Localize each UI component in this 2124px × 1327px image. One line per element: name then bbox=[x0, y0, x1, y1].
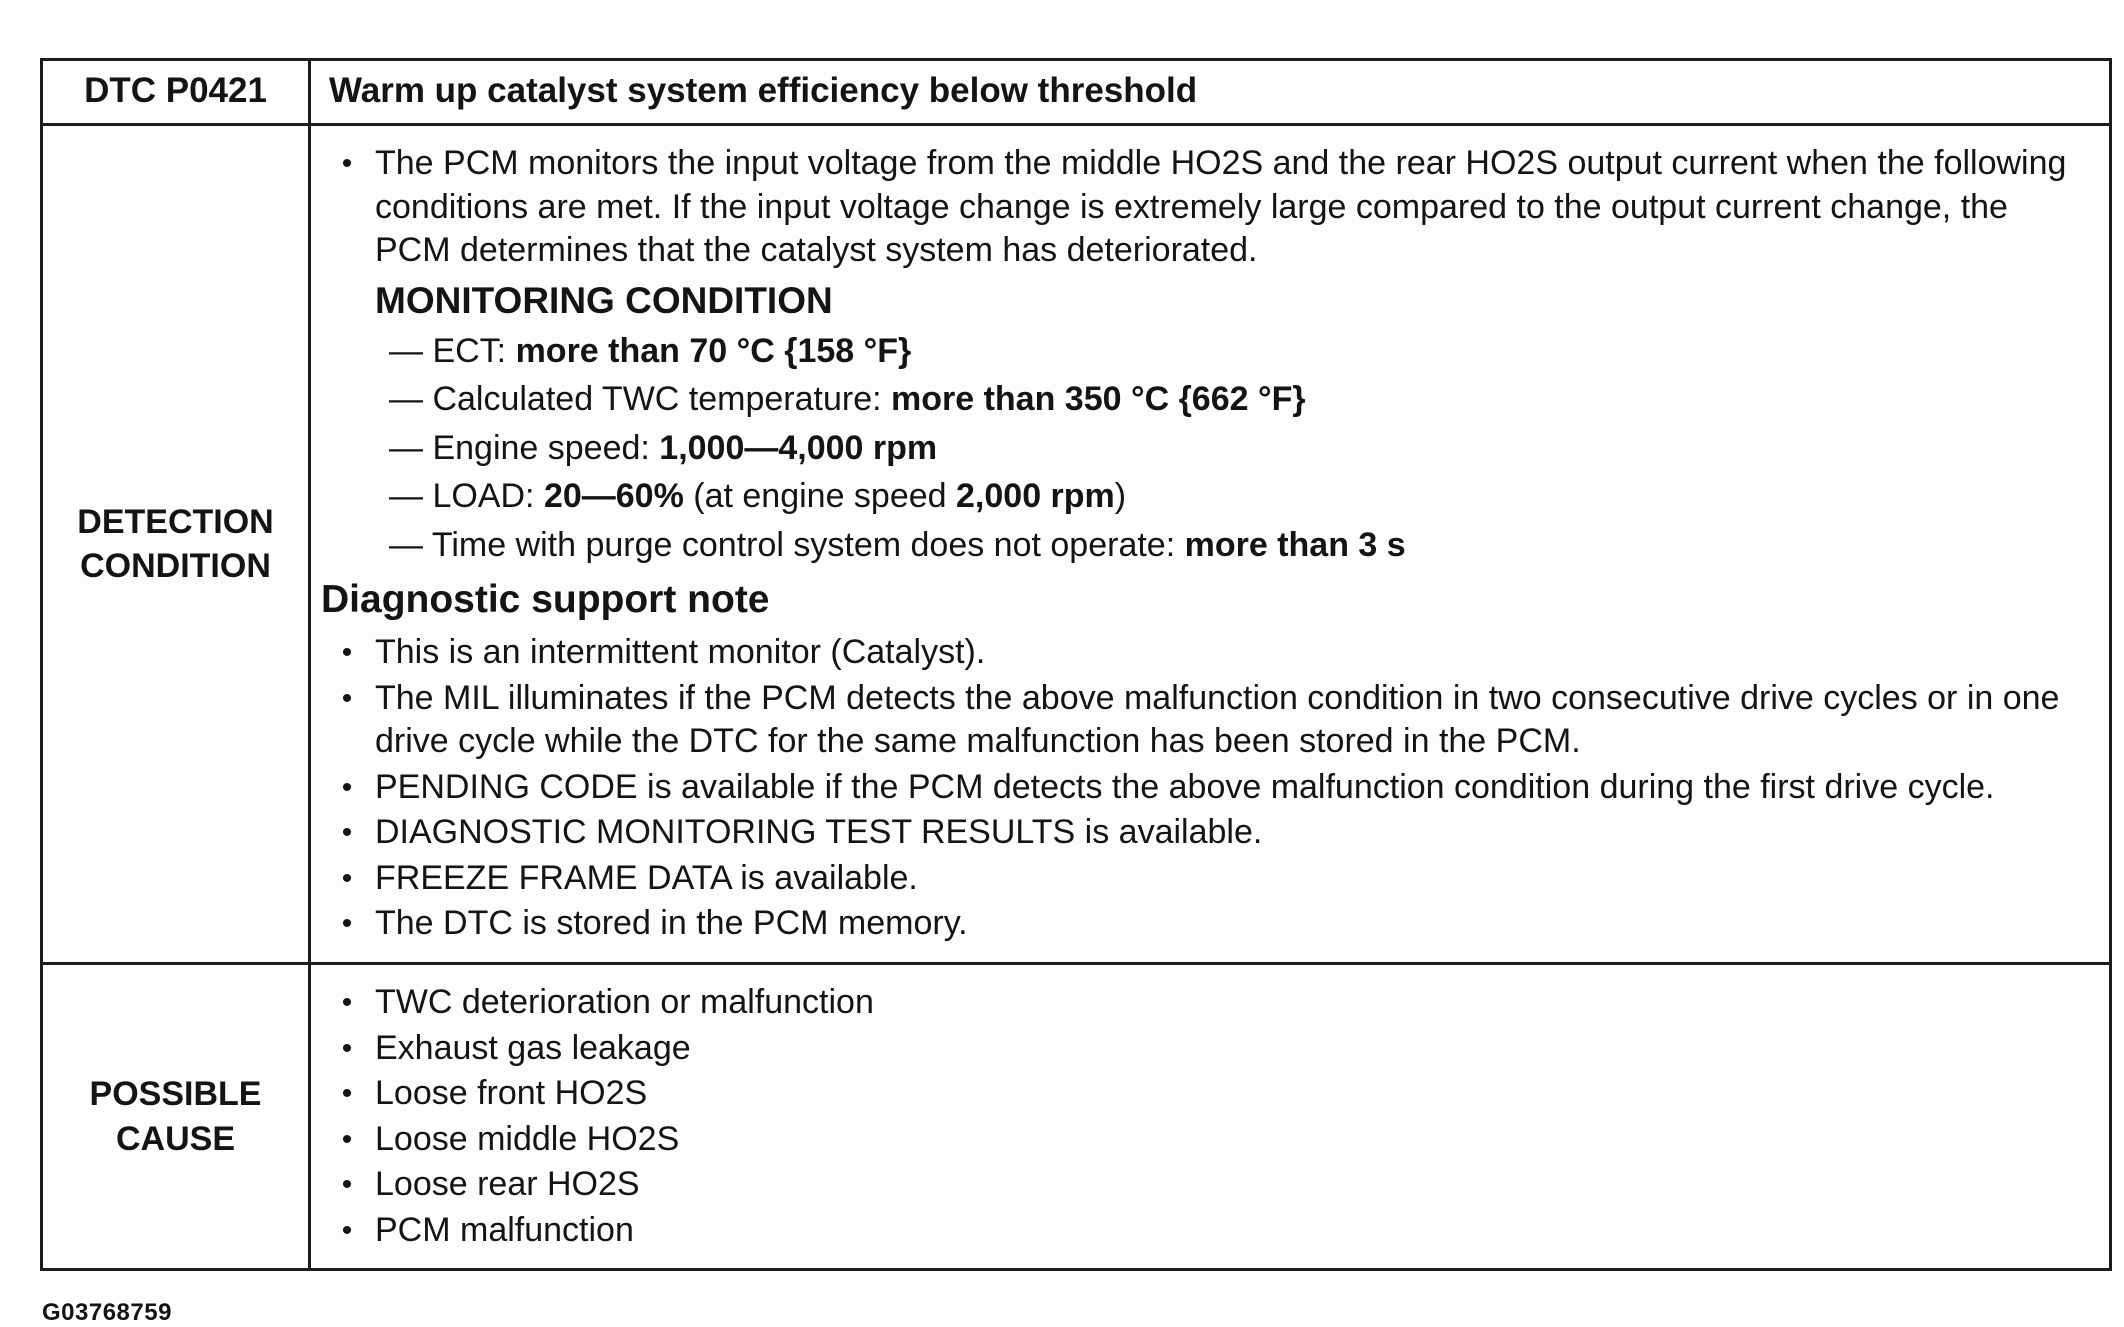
condition-text: ) bbox=[1114, 477, 1127, 516]
possible-cause-label: POSSIBLE CAUSE bbox=[42, 964, 310, 1270]
condition-value: 1,000—4,000 rpm bbox=[659, 428, 938, 467]
dtc-code: DTC P0421 bbox=[42, 60, 310, 125]
detection-intro-text: The PCM monitors the input voltage from the middle HO2S and the rear HO2S output current when the following conditions are met. If the input voltage change is extremely large compared to the output current change, the PCM determines that the catalyst system has deteriorated. bbox=[375, 144, 2067, 270]
detection-condition-content bbox=[310, 125, 2111, 964]
list-item bbox=[319, 811, 2087, 855]
bullet-icon: • bbox=[341, 1077, 353, 1111]
list-item bbox=[319, 1209, 2087, 1253]
condition-value: more than 70 °C {158 °F} bbox=[515, 331, 912, 370]
list-item bbox=[319, 1072, 2087, 1116]
possible-cause-row bbox=[42, 964, 2111, 1270]
condition-text: (at engine speed bbox=[683, 477, 957, 516]
possible-cause-text: Exhaust gas leakage bbox=[375, 1028, 691, 1067]
bullet-icon: • bbox=[341, 1168, 353, 1202]
monitoring-condition-heading: MONITORING CONDITION bbox=[375, 279, 833, 321]
condition-ect bbox=[319, 330, 2087, 374]
bullet-icon: • bbox=[341, 986, 353, 1019]
bullet-icon: • bbox=[341, 1031, 353, 1065]
figure-id: G03768759 bbox=[42, 1299, 172, 1327]
bullet-icon: • bbox=[341, 770, 353, 804]
list-item bbox=[319, 857, 2087, 901]
condition-twc-temperature bbox=[319, 378, 2087, 422]
condition-value: more than 350 °C {662 °F} bbox=[891, 380, 1306, 419]
condition-engine-speed bbox=[319, 427, 2087, 471]
bullet-icon: • bbox=[341, 1122, 353, 1156]
possible-cause-text: PCM malfunction bbox=[375, 1210, 634, 1249]
possible-cause-text: Loose middle HO2S bbox=[375, 1119, 680, 1158]
bullet-icon: • bbox=[341, 681, 353, 715]
possible-cause-text: Loose front HO2S bbox=[375, 1074, 648, 1113]
list-item bbox=[319, 1118, 2087, 1162]
condition-value: more than 3 s bbox=[1184, 525, 1406, 564]
support-note-text: DIAGNOSTIC MONITORING TEST RESULTS is available. bbox=[375, 813, 1263, 852]
list-item bbox=[319, 1163, 2087, 1207]
list-item bbox=[319, 1027, 2087, 1071]
bullet-icon: • bbox=[341, 147, 353, 180]
list-item bbox=[319, 766, 2087, 810]
list-item bbox=[319, 631, 2087, 675]
list-item bbox=[319, 981, 2087, 1025]
condition-load bbox=[319, 475, 2087, 519]
bullet-icon: • bbox=[341, 861, 353, 895]
bullet-icon: • bbox=[341, 907, 353, 941]
diagnostic-support-note-heading: Diagnostic support note bbox=[321, 578, 770, 622]
support-note-text: The DTC is stored in the PCM memory. bbox=[375, 904, 968, 943]
condition-text: — Time with purge control system does not operate: bbox=[389, 525, 1185, 564]
condition-text: — ECT: bbox=[389, 331, 516, 370]
bullet-icon: • bbox=[341, 636, 353, 670]
possible-cause-text: Loose rear HO2S bbox=[375, 1165, 640, 1204]
condition-value: 2,000 rpm bbox=[956, 477, 1115, 516]
list-item bbox=[319, 902, 2087, 946]
condition-text: — Calculated TWC temperature: bbox=[389, 380, 891, 419]
list-item bbox=[319, 677, 2087, 764]
detection-condition-row bbox=[42, 125, 2111, 964]
bullet-icon: • bbox=[341, 1213, 353, 1247]
condition-value: 20—60% bbox=[543, 477, 684, 516]
support-note-text: FREEZE FRAME DATA is available. bbox=[375, 858, 918, 897]
header-row bbox=[42, 60, 2111, 125]
support-note-text: PENDING CODE is available if the PCM detects the above malfunction condition during the first drive cycle. bbox=[375, 767, 1995, 806]
condition-text: — LOAD: bbox=[389, 477, 544, 516]
support-note-text: This is an intermittent monitor (Catalyst). bbox=[375, 633, 986, 672]
possible-cause-text: TWC deterioration or malfunction bbox=[375, 983, 874, 1021]
dtc-title: Warm up catalyst system efficiency below threshold bbox=[310, 60, 2111, 125]
support-note-text: The MIL illuminates if the PCM detects the above malfunction condition in two consecutive drive cycles or in one drive cycle while the DTC for the same malfunction has been stored in the PCM. bbox=[375, 678, 2060, 761]
list-item bbox=[319, 142, 2087, 273]
detection-condition-label: DETECTION CONDITION bbox=[42, 125, 310, 964]
condition-purge-time bbox=[319, 524, 2087, 568]
condition-text: — Engine speed: bbox=[389, 428, 660, 467]
possible-cause-content bbox=[310, 964, 2111, 1270]
bullet-icon: • bbox=[341, 816, 353, 850]
dtc-table bbox=[40, 58, 2112, 1271]
